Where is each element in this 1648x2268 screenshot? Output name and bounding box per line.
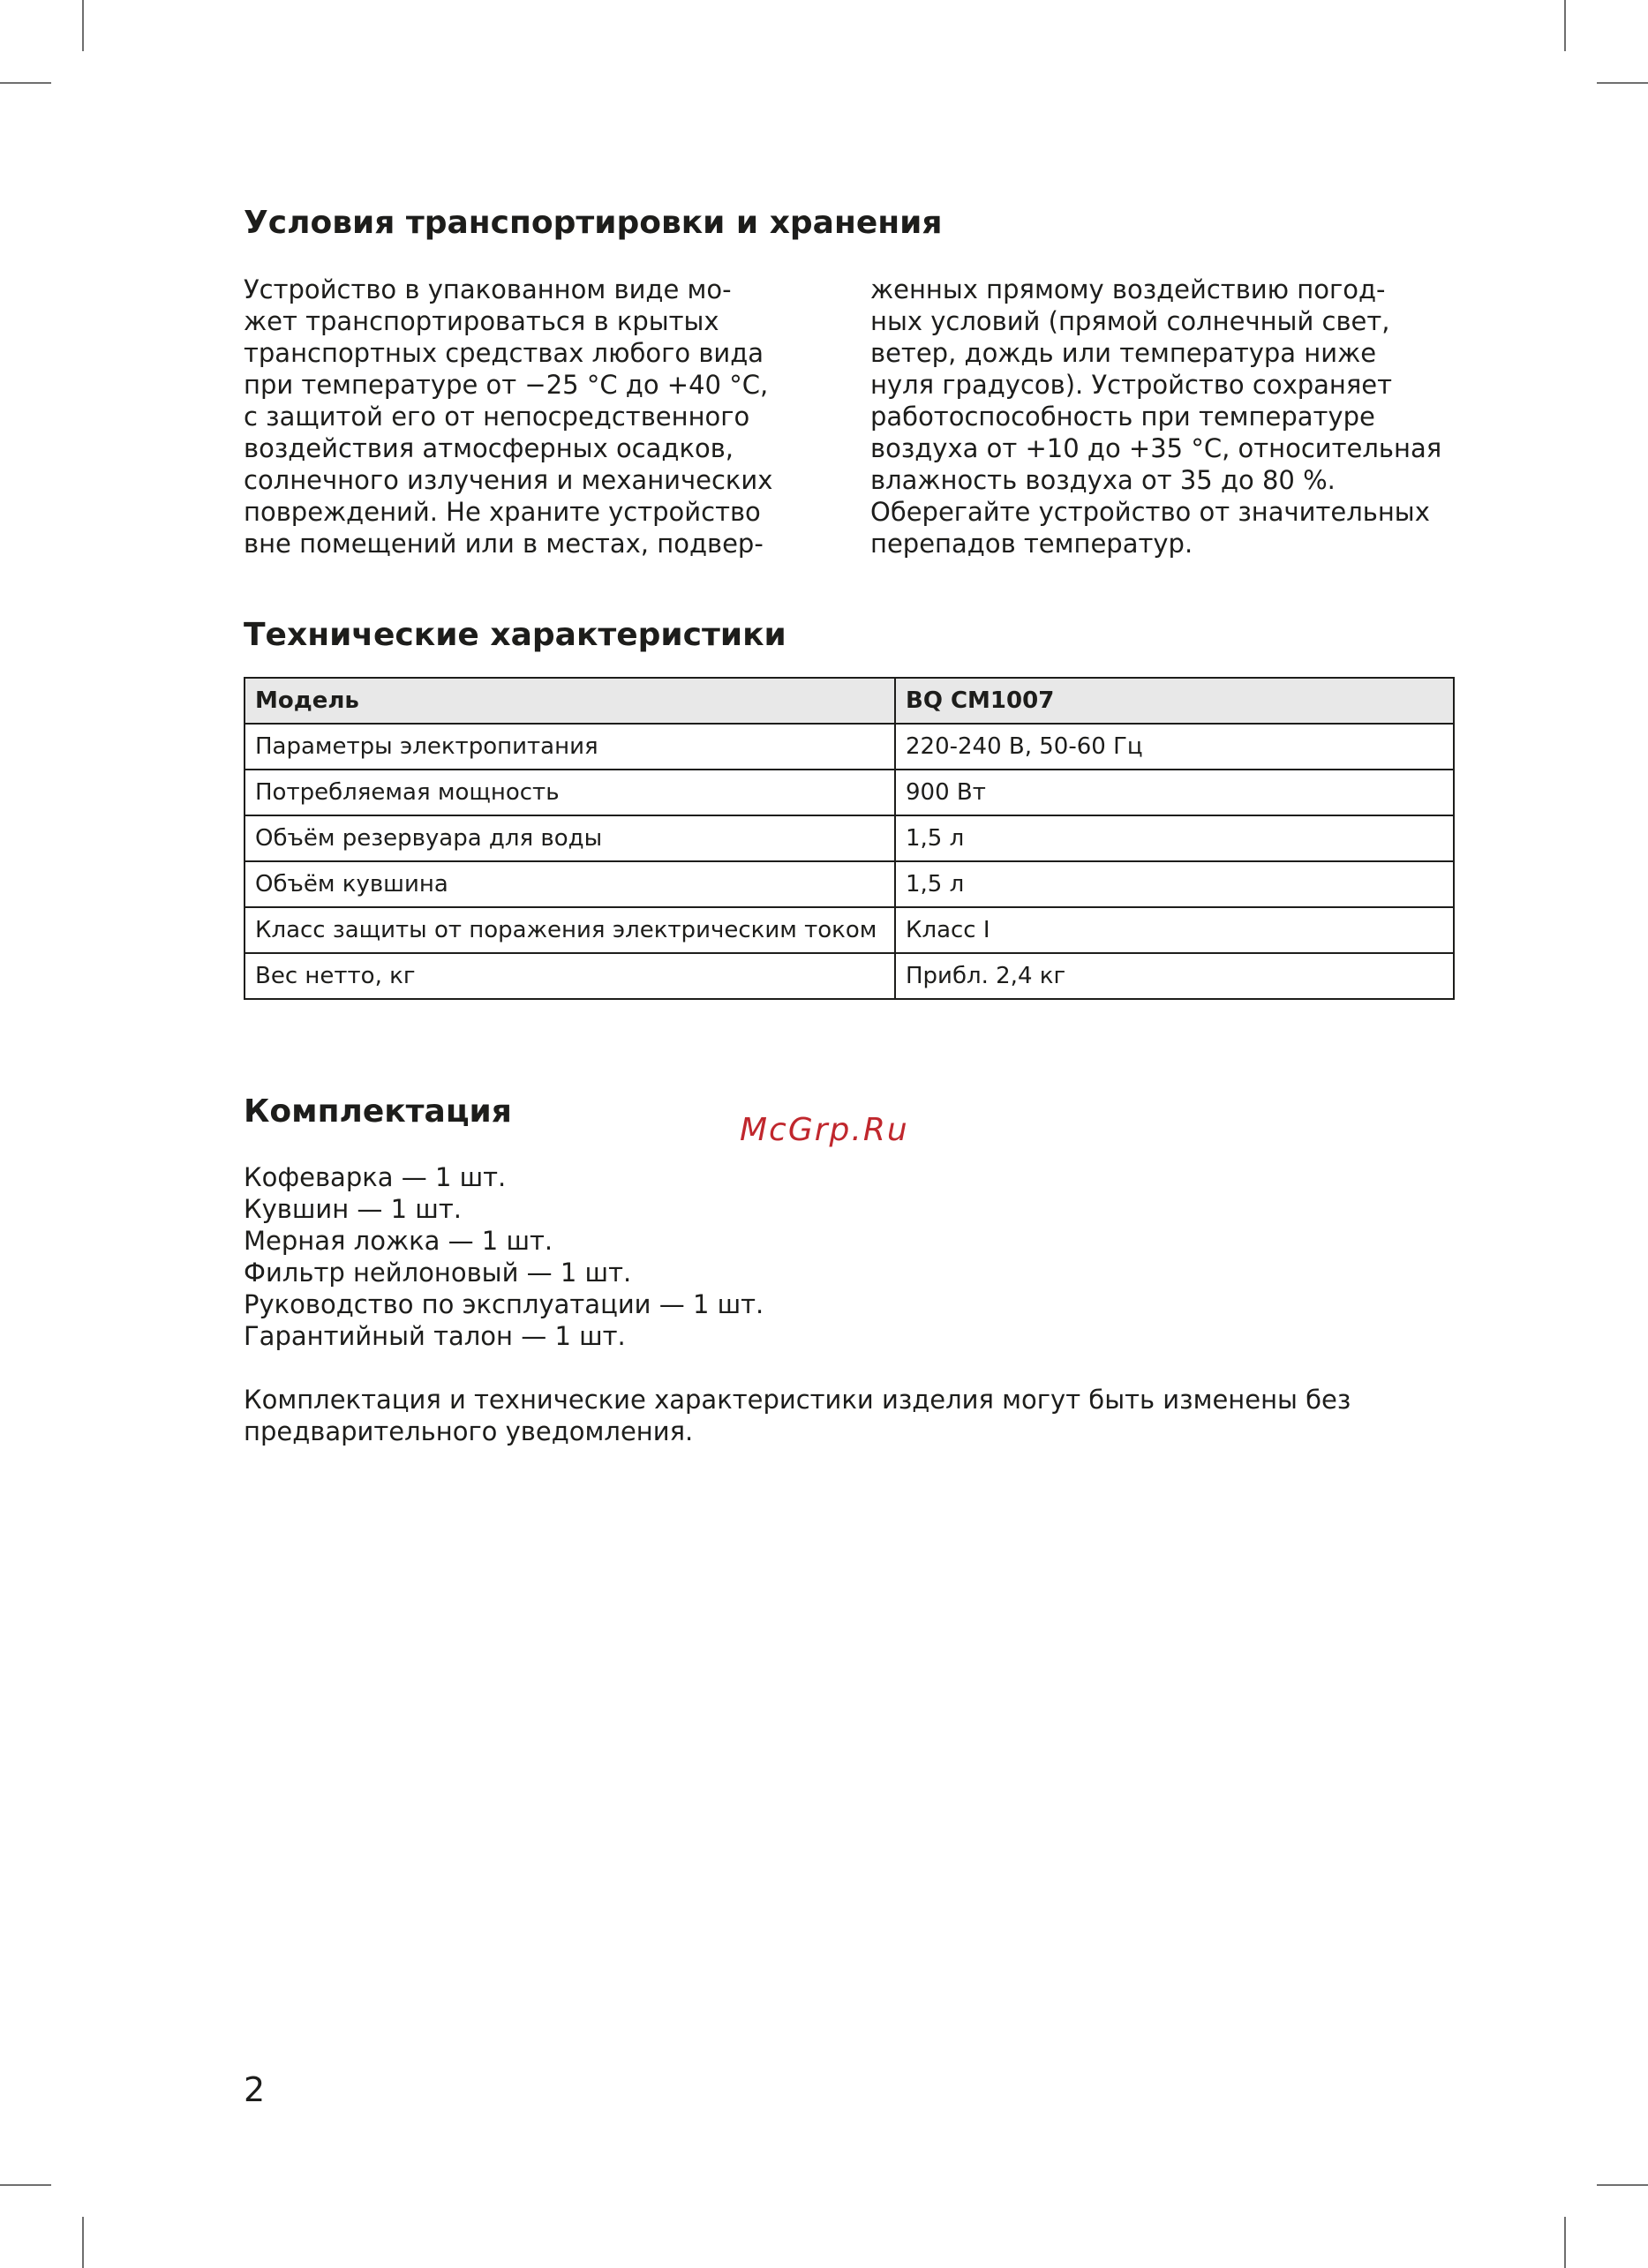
text-line: с защитой его от непосредственного xyxy=(244,402,750,432)
list-item: Руководство по эксплуатации — 1 шт. xyxy=(244,1289,764,1319)
table-cell-label: Вес нетто, кг xyxy=(245,953,895,999)
text-line: воздействия атмосферных осадков, xyxy=(244,433,734,463)
table-cell-label: Модель xyxy=(245,678,895,724)
text-line: Оберегайте устройство от значительных xyxy=(870,497,1430,527)
specs-title: Технические характеристики xyxy=(244,617,786,653)
list-item: Гарантийный талон — 1 шт. xyxy=(244,1321,626,1351)
table-row xyxy=(245,770,1454,815)
table-cell-value: 1,5 л xyxy=(895,861,1454,907)
crop-mark xyxy=(82,0,84,51)
table-cell-value: 220-240 В, 50-60 Гц xyxy=(895,724,1454,770)
crop-mark xyxy=(1597,82,1648,84)
table-cell-value: BQ CM1007 xyxy=(895,678,1454,724)
table-cell-value: Прибл. 2,4 кг xyxy=(895,953,1454,999)
watermark-link[interactable]: McGrp.Ru xyxy=(740,1112,909,1148)
crop-mark xyxy=(1564,2217,1566,2268)
text-line: предварительного уведомления. xyxy=(244,1416,694,1446)
text-line: жет транспортироваться в крытых xyxy=(244,306,719,336)
table-row xyxy=(245,724,1454,770)
text-line: женных прямому воздействию погод- xyxy=(870,274,1386,304)
table-cell-value: Класс I xyxy=(895,907,1454,953)
specs-table xyxy=(244,677,1455,1000)
text-line: транспортных средствах любого вида xyxy=(244,338,764,368)
table-cell-label: Параметры электропитания xyxy=(245,724,895,770)
table-header-row xyxy=(245,678,1454,724)
list-item: Мерная ложка — 1 шт. xyxy=(244,1226,553,1256)
table-row xyxy=(245,861,1454,907)
list-item: Кофеварка — 1 шт. xyxy=(244,1162,507,1192)
table-cell-label: Объём кувшина xyxy=(245,861,895,907)
table-cell-label: Потребляемая мощность xyxy=(245,770,895,815)
table-row xyxy=(245,907,1454,953)
transport-title: Условия транспортировки и хранения xyxy=(244,205,943,241)
table-cell-value: 900 Вт xyxy=(895,770,1454,815)
table-cell-label: Класс защиты от поражения электрическим током xyxy=(245,907,895,953)
text-line: нуля градусов). Устройство сохраняет xyxy=(870,370,1393,400)
text-line: при температуре от −25 °C до +40 °C, xyxy=(244,370,769,400)
text-line: солнечного излучения и механических xyxy=(244,465,773,495)
text-line: ветер, дождь или температура ниже xyxy=(870,338,1377,368)
text-line: вне помещений или в местах, подвер- xyxy=(244,529,764,559)
transport-text-left xyxy=(244,274,772,559)
crop-mark xyxy=(0,2184,51,2186)
transport-text-right xyxy=(870,274,1441,559)
text-line: воздуха от +10 до +35 °C, относительная xyxy=(870,433,1442,463)
package-title: Комплектация xyxy=(244,1093,512,1130)
crop-mark xyxy=(1564,0,1566,51)
table-cell-label: Объём резервуара для воды xyxy=(245,815,895,861)
list-item: Фильтр нейлоновый — 1 шт. xyxy=(244,1258,632,1288)
table-row xyxy=(245,953,1454,999)
text-line: Устройство в упакованном виде мо- xyxy=(244,274,732,304)
text-line: ных условий (прямой солнечный свет, xyxy=(870,306,1390,336)
package-note xyxy=(244,1384,1351,1447)
crop-mark xyxy=(82,2217,84,2268)
crop-mark xyxy=(0,82,51,84)
text-line: перепадов температур. xyxy=(870,529,1193,559)
page-number: 2 xyxy=(244,2070,266,2109)
text-line: влажность воздуха от 35 до 80 %. xyxy=(870,465,1336,495)
crop-mark xyxy=(1597,2184,1648,2186)
package-list xyxy=(244,1161,764,1352)
list-item: Кувшин — 1 шт. xyxy=(244,1194,462,1224)
text-line: работоспособность при температуре xyxy=(870,402,1375,432)
text-line: повреждений. Не храните устройство xyxy=(244,497,761,527)
table-row xyxy=(245,815,1454,861)
text-line: Комплектация и технические характеристики изделия могут быть изменены без xyxy=(244,1385,1351,1415)
table-cell-value: 1,5 л xyxy=(895,815,1454,861)
